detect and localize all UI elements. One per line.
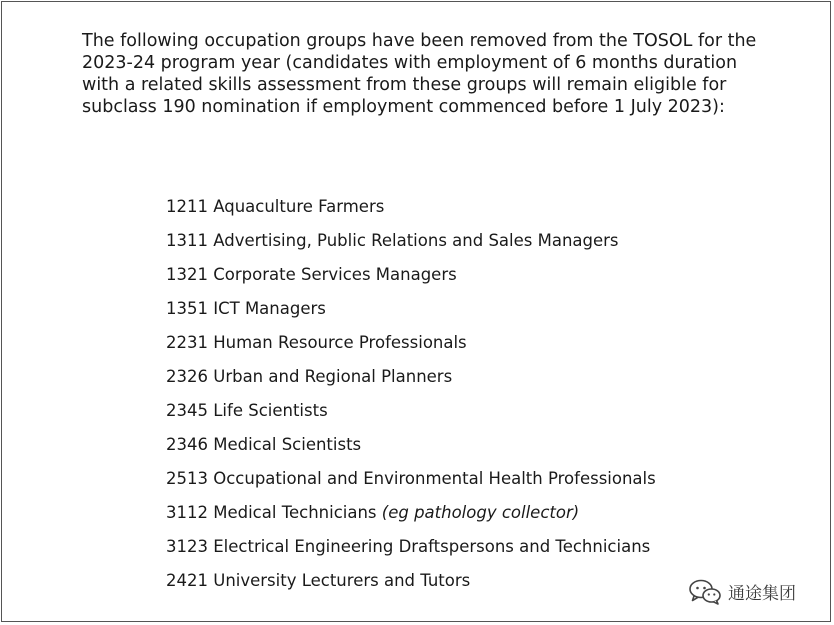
- list-item: [166, 366, 656, 400]
- occupation-text: 3112 Medical Technicians: [166, 503, 382, 522]
- watermark: [688, 578, 796, 610]
- list-item: [166, 400, 656, 434]
- list-item: [166, 230, 656, 264]
- document-frame: [1, 1, 831, 622]
- occupation-text: 2231 Human Resource Professionals: [166, 333, 467, 352]
- occupation-text: 1311 Advertising, Public Relations and Sales Managers: [166, 231, 619, 250]
- list-item: [166, 468, 656, 502]
- list-item: [166, 536, 656, 570]
- occupation-text: 2513 Occupational and Environmental Health Professionals: [166, 469, 656, 488]
- list-item: [166, 434, 656, 468]
- occupation-text: 2345 Life Scientists: [166, 401, 328, 420]
- occupation-text: 1321 Corporate Services Managers: [166, 265, 457, 284]
- occupation-note: (eg pathology collector): [381, 503, 580, 522]
- list-item: [166, 196, 656, 230]
- list-item: [166, 332, 656, 366]
- occupation-text: 1351 ICT Managers: [166, 299, 326, 318]
- intro-paragraph: The following occupation groups have been removed from the TOSOL for the 2023-24 program year (candidates with employment of 6 months duration with a related skills assessment from these groups will remain eligible for subclass 190 nomination if employment commenced before 1 July 2023):: [82, 31, 757, 117]
- occupation-text: 2346 Medical Scientists: [166, 435, 362, 454]
- list-item: [166, 502, 656, 536]
- occupation-list: [166, 196, 656, 604]
- occupation-text: 3123 Electrical Engineering Draftspersons and Technicians: [166, 537, 651, 556]
- occupation-text: 2326 Urban and Regional Planners: [166, 367, 453, 386]
- list-item: [166, 570, 656, 604]
- list-item: [166, 264, 656, 298]
- occupation-text: 1211 Aquaculture Farmers: [166, 197, 385, 216]
- occupation-text: 2421 University Lecturers and Tutors: [166, 571, 471, 590]
- list-item: [166, 298, 656, 332]
- watermark-text: 通途集团: [728, 584, 796, 604]
- wechat-icon: [688, 578, 722, 610]
